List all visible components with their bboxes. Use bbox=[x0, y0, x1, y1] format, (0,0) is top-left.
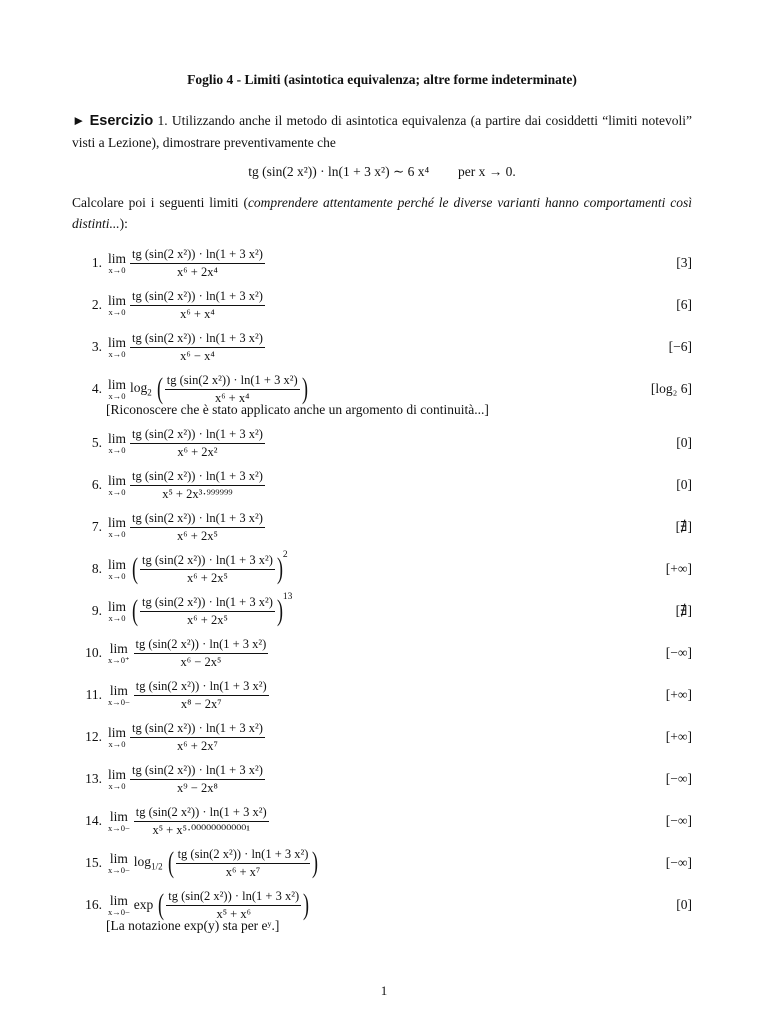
item-number: 2. bbox=[91, 297, 102, 312]
answer: [log₂ 6] bbox=[650, 381, 692, 396]
item-number: 9. bbox=[91, 603, 102, 618]
exercise-number: 1. bbox=[157, 113, 168, 128]
item-number: 14. bbox=[85, 813, 102, 828]
numerator: tg (sin(2 x²)) · ln(1 + 3 x²) bbox=[165, 373, 300, 389]
limit-expression bbox=[72, 590, 692, 632]
limit-expression bbox=[72, 548, 692, 590]
limit-expression bbox=[72, 842, 692, 884]
lim-operator: lim x→0− bbox=[108, 850, 130, 875]
lim-subscript: x→0⁺ bbox=[108, 655, 130, 665]
left-paren: ( bbox=[156, 372, 163, 405]
item-number: 3. bbox=[91, 339, 102, 354]
answer: [0] bbox=[676, 477, 692, 492]
numerator: tg (sin(2 x²)) · ln(1 + 3 x²) bbox=[130, 289, 265, 305]
limit-item bbox=[72, 674, 692, 716]
answer: [∄] bbox=[675, 519, 692, 534]
fraction bbox=[130, 427, 265, 459]
item-number: 1. bbox=[91, 255, 102, 270]
answer: [6] bbox=[676, 297, 692, 312]
numerator: tg (sin(2 x²)) · ln(1 + 3 x²) bbox=[176, 847, 311, 863]
lim-subscript: x→0 bbox=[108, 739, 126, 749]
lim-operator: lim x→0 bbox=[108, 724, 127, 749]
limit-item bbox=[72, 422, 692, 464]
denominator: x⁶ + x⁴ bbox=[214, 390, 250, 405]
denominator: x⁹ − 2x⁸ bbox=[177, 780, 218, 795]
calc-emphasis: comprendere attentamente perché le diverse varianti hanno comportamenti così distinti... bbox=[72, 195, 692, 231]
lim-operator: lim x→0 bbox=[108, 472, 127, 497]
answer: [−∞] bbox=[665, 813, 692, 828]
limit-expression bbox=[72, 716, 692, 758]
item-number: 7. bbox=[91, 519, 102, 534]
limit-expression bbox=[72, 884, 692, 926]
limit-expression bbox=[72, 368, 692, 410]
left-paren: ( bbox=[132, 594, 139, 627]
limit-expression bbox=[72, 632, 692, 674]
lim-subscript: x→0 bbox=[108, 487, 126, 497]
outer-function: $\log_2$ bbox=[130, 380, 152, 398]
fraction bbox=[166, 889, 301, 921]
lim-subscript: x→0 bbox=[108, 391, 126, 401]
limit-expression bbox=[72, 422, 692, 464]
item-number: 15. bbox=[85, 855, 102, 870]
lim-subscript: x→0− bbox=[108, 823, 130, 833]
right-paren: ) bbox=[303, 888, 310, 921]
limit-item bbox=[72, 800, 692, 842]
right-paren: ) bbox=[312, 846, 319, 879]
exercise-marker: ► bbox=[72, 113, 86, 128]
lim-operator: lim x→0 bbox=[108, 556, 127, 581]
fraction bbox=[130, 511, 265, 543]
lim-subscript: x→0 bbox=[108, 307, 126, 317]
limit-item bbox=[72, 590, 692, 632]
limit-expression bbox=[72, 284, 692, 326]
exercise-intro bbox=[72, 110, 692, 154]
numerator: tg (sin(2 x²)) · ln(1 + 3 x²) bbox=[130, 511, 265, 527]
answer: [−∞] bbox=[665, 771, 692, 786]
limit-item bbox=[72, 548, 692, 590]
limit-expression bbox=[72, 326, 692, 368]
lim-operator: lim x→0 bbox=[108, 598, 127, 623]
item-number: 4. bbox=[91, 381, 102, 396]
numerator: tg (sin(2 x²)) · ln(1 + 3 x²) bbox=[134, 679, 269, 695]
answer: [+∞] bbox=[665, 687, 692, 702]
limit-item bbox=[72, 842, 692, 884]
answer: [0] bbox=[676, 897, 692, 912]
lim-subscript: x→0 bbox=[108, 781, 126, 791]
limit-expression bbox=[72, 758, 692, 800]
limit-item bbox=[72, 368, 692, 422]
limit-item bbox=[72, 758, 692, 800]
limit-expression bbox=[72, 506, 692, 548]
answer: [−∞] bbox=[665, 645, 692, 660]
numerator: tg (sin(2 x²)) · ln(1 + 3 x²) bbox=[166, 889, 301, 905]
numerator: tg (sin(2 x²)) · ln(1 + 3 x²) bbox=[140, 553, 275, 569]
outer-function: $\log_{1/2}$ bbox=[133, 854, 163, 872]
right-paren: ) bbox=[301, 372, 308, 405]
limit-item bbox=[72, 632, 692, 674]
numerator: tg (sin(2 x²)) · ln(1 + 3 x²) bbox=[130, 331, 265, 347]
exercise-intro-text: Utilizzando anche il metodo di asintotica equivalenza (a partire dai cosiddetti “limiti notevoli” visti a Lezione), dimostrare preventivamente che bbox=[72, 113, 692, 150]
numerator: tg (sin(2 x²)) · ln(1 + 3 x²) bbox=[130, 247, 265, 263]
lim-operator: lim x→0⁺ bbox=[108, 640, 130, 665]
limit-expression bbox=[72, 242, 692, 284]
limit-item bbox=[72, 506, 692, 548]
left-paren: ( bbox=[167, 846, 174, 879]
lim-subscript: x→0 bbox=[108, 265, 126, 275]
answer: [3] bbox=[676, 255, 692, 270]
item-number: 12. bbox=[85, 729, 102, 744]
numerator: tg (sin(2 x²)) · ln(1 + 3 x²) bbox=[134, 637, 269, 653]
fraction bbox=[130, 289, 265, 321]
lim-subscript: x→0 bbox=[108, 571, 126, 581]
item-note: [Riconoscere che è stato applicato anche un argomento di continuità...] bbox=[106, 402, 489, 417]
lim-operator: lim x→0 bbox=[108, 334, 127, 359]
denominator: x⁶ + 2x⁷ bbox=[177, 738, 218, 753]
numerator: tg (sin(2 x²)) · ln(1 + 3 x²) bbox=[130, 469, 265, 485]
item-number: 11. bbox=[85, 687, 102, 702]
limit-expression bbox=[72, 464, 692, 506]
limit-item bbox=[72, 326, 692, 368]
right-paren: ) bbox=[276, 594, 283, 627]
fraction bbox=[130, 469, 265, 501]
left-paren: ( bbox=[132, 552, 139, 585]
answer: [∄] bbox=[675, 603, 692, 618]
page-title: Foglio 4 - Limiti (asintotica equivalenza; altre forme indeterminate) bbox=[187, 72, 577, 87]
display-lhs: tg (sin(2 x²)) · ln(1 + 3 x²) ∼ 6 x⁴ bbox=[248, 164, 430, 179]
lim-operator: lim x→0− bbox=[108, 808, 130, 833]
limit-item bbox=[72, 464, 692, 506]
answer: [−∞] bbox=[665, 855, 692, 870]
page-number: 1 bbox=[380, 983, 388, 998]
exponent: 13 bbox=[282, 592, 293, 602]
denominator: x⁸ − 2x⁷ bbox=[180, 696, 222, 711]
display-equation bbox=[72, 164, 692, 180]
lim-subscript: x→0− bbox=[108, 697, 130, 707]
lim-subscript: x→0− bbox=[108, 865, 130, 875]
denominator: x⁶ + 2x⁴ bbox=[177, 264, 218, 279]
numerator: tg (sin(2 x²)) · ln(1 + 3 x²) bbox=[134, 805, 269, 821]
limit-item bbox=[72, 242, 692, 284]
item-number: 13. bbox=[85, 771, 102, 786]
limit-list bbox=[72, 242, 692, 938]
denominator: x⁵ + x⁵·⁰⁰⁰⁰⁰⁰⁰⁰⁰⁰⁰¹ bbox=[152, 822, 250, 837]
fraction bbox=[130, 721, 265, 753]
lim-operator: lim x→0 bbox=[108, 250, 127, 275]
fraction bbox=[140, 553, 275, 585]
display-rhs: per x → 0. bbox=[457, 164, 516, 179]
limit-item bbox=[72, 884, 692, 938]
lim-subscript: x→0 bbox=[108, 613, 126, 623]
item-number: 5. bbox=[91, 435, 102, 450]
item-note: [La notazione exp(y) sta per eʸ.] bbox=[106, 918, 280, 933]
left-paren: ( bbox=[158, 888, 165, 921]
fraction bbox=[165, 373, 300, 405]
lim-subscript: x→0 bbox=[108, 445, 126, 455]
limit-item bbox=[72, 716, 692, 758]
denominator: x⁶ + 2x⁵ bbox=[177, 528, 218, 543]
exponent: 2 bbox=[282, 550, 288, 560]
answer: [0] bbox=[676, 435, 692, 450]
answer: [−6] bbox=[668, 339, 692, 354]
lim-operator: lim x→0 bbox=[108, 376, 127, 401]
numerator: tg (sin(2 x²)) · ln(1 + 3 x²) bbox=[130, 427, 265, 443]
denominator: x⁶ + x⁴ bbox=[180, 306, 215, 321]
calc-instruction: Calcolare poi i seguenti limiti (comprendere attentamente perché le diverse varianti hanno comportamenti così distinti...): bbox=[72, 195, 692, 231]
exercise-heading: Esercizio bbox=[89, 113, 154, 129]
page-content bbox=[72, 72, 692, 938]
denominator: x⁶ + x⁷ bbox=[225, 864, 261, 879]
denominator: x⁵ + 2x³·⁹⁹⁹⁹⁹⁹ bbox=[162, 486, 233, 501]
lim-operator: lim x→0− bbox=[108, 892, 130, 917]
numerator: tg (sin(2 x²)) · ln(1 + 3 x²) bbox=[140, 595, 275, 611]
limit-expression bbox=[72, 800, 692, 842]
denominator: x⁵ + x⁶ bbox=[216, 906, 251, 921]
numerator: tg (sin(2 x²)) · ln(1 + 3 x²) bbox=[130, 763, 265, 779]
numerator: tg (sin(2 x²)) · ln(1 + 3 x²) bbox=[130, 721, 265, 737]
fraction bbox=[140, 595, 275, 627]
denominator: x⁶ − 2x⁵ bbox=[180, 654, 222, 669]
denominator: x⁶ + 2x⁵ bbox=[187, 612, 228, 627]
fraction bbox=[130, 763, 265, 795]
denominator: x⁶ − x⁴ bbox=[180, 348, 215, 363]
lim-operator: lim x→0 bbox=[108, 514, 127, 539]
lim-operator: lim x→0 bbox=[108, 292, 127, 317]
lim-subscript: x→0− bbox=[108, 907, 130, 917]
limit-item bbox=[72, 284, 692, 326]
limit-expression bbox=[72, 674, 692, 716]
outer-function: exp bbox=[133, 897, 154, 912]
lim-operator: lim x→0 bbox=[108, 430, 127, 455]
item-number: 8. bbox=[91, 561, 102, 576]
fraction bbox=[176, 847, 311, 879]
item-number: 10. bbox=[85, 645, 102, 660]
denominator: x⁶ + 2x² bbox=[177, 444, 218, 459]
item-number: 16. bbox=[85, 897, 102, 912]
lim-subscript: x→0 bbox=[108, 529, 126, 539]
fraction bbox=[134, 805, 269, 837]
answer: [+∞] bbox=[665, 729, 692, 744]
fraction bbox=[134, 679, 269, 711]
denominator: x⁶ + 2x⁵ bbox=[187, 570, 228, 585]
lim-operator: lim x→0 bbox=[108, 766, 127, 791]
fraction bbox=[130, 247, 265, 279]
right-paren: ) bbox=[276, 552, 283, 585]
lim-operator: lim x→0− bbox=[108, 682, 130, 707]
item-number: 6. bbox=[91, 477, 102, 492]
lim-subscript: x→0 bbox=[108, 349, 126, 359]
answer: [+∞] bbox=[665, 561, 692, 576]
fraction bbox=[134, 637, 269, 669]
fraction bbox=[130, 331, 265, 363]
